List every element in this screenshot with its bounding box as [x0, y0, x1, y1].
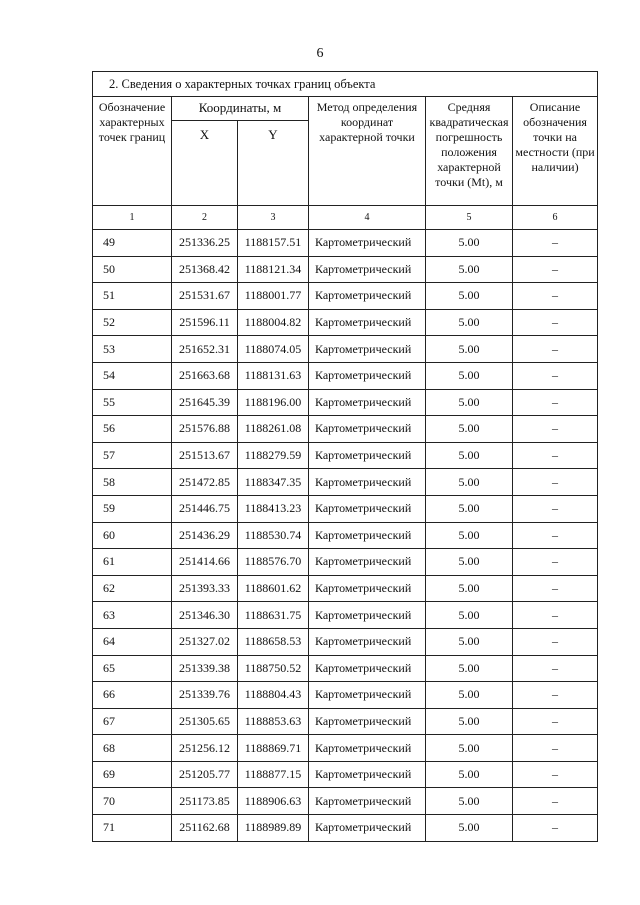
- cell-x: 251368.42: [172, 256, 238, 283]
- cell-point-id: 65: [93, 655, 172, 682]
- cell-description: –: [513, 442, 598, 469]
- cell-y: 1188869.71: [238, 735, 309, 762]
- cell-description: –: [513, 362, 598, 389]
- table-row: [93, 230, 598, 257]
- cell-accuracy: 5.00: [426, 682, 513, 709]
- cell-point-id: 63: [93, 602, 172, 629]
- cell-y: 1188121.34: [238, 256, 309, 283]
- cell-description: –: [513, 655, 598, 682]
- cell-description: –: [513, 788, 598, 815]
- cell-point-id: 55: [93, 389, 172, 416]
- table-row: [93, 575, 598, 602]
- cell-x: 251414.66: [172, 549, 238, 576]
- cell-y: 1188804.43: [238, 682, 309, 709]
- cell-accuracy: 5.00: [426, 761, 513, 788]
- table-row: [93, 469, 598, 496]
- cell-y: 1188601.62: [238, 575, 309, 602]
- cell-x: 251596.11: [172, 309, 238, 336]
- cell-point-id: 61: [93, 549, 172, 576]
- header-description: Описание обозначения точки на местности (при наличии): [513, 97, 598, 206]
- cell-method: Картометрический: [309, 230, 426, 257]
- cell-y: 1188413.23: [238, 495, 309, 522]
- cell-point-id: 66: [93, 682, 172, 709]
- cell-description: –: [513, 735, 598, 762]
- cell-point-id: 51: [93, 283, 172, 310]
- cell-description: –: [513, 230, 598, 257]
- cell-description: –: [513, 495, 598, 522]
- cell-y: 1188576.70: [238, 549, 309, 576]
- page-number: 6: [316, 46, 324, 61]
- cell-y: 1188279.59: [238, 442, 309, 469]
- cell-x: 251256.12: [172, 735, 238, 762]
- cell-accuracy: 5.00: [426, 230, 513, 257]
- cell-x: 251205.77: [172, 761, 238, 788]
- cell-y: 1188347.35: [238, 469, 309, 496]
- section-title: 2. Сведения о характерных точках границ объекта: [93, 72, 598, 97]
- cell-accuracy: 5.00: [426, 602, 513, 629]
- cell-y: 1188157.51: [238, 230, 309, 257]
- table-row: [93, 655, 598, 682]
- cell-point-id: 58: [93, 469, 172, 496]
- cell-accuracy: 5.00: [426, 628, 513, 655]
- header-x: X: [172, 121, 238, 206]
- cell-y: 1188530.74: [238, 522, 309, 549]
- table-row: [93, 735, 598, 762]
- cell-method: Картометрический: [309, 469, 426, 496]
- cell-y: 1188750.52: [238, 655, 309, 682]
- table-row: [93, 761, 598, 788]
- cell-method: Картометрический: [309, 549, 426, 576]
- cell-y: 1188853.63: [238, 708, 309, 735]
- table-row: [93, 309, 598, 336]
- boundary-points-table: [92, 71, 598, 842]
- table-body: [93, 230, 598, 842]
- column-number: 6: [513, 206, 598, 230]
- cell-description: –: [513, 682, 598, 709]
- cell-x: 251339.38: [172, 655, 238, 682]
- cell-method: Картометрический: [309, 788, 426, 815]
- cell-accuracy: 5.00: [426, 283, 513, 310]
- cell-point-id: 52: [93, 309, 172, 336]
- cell-method: Картометрический: [309, 628, 426, 655]
- cell-description: –: [513, 628, 598, 655]
- cell-x: 251173.85: [172, 788, 238, 815]
- cell-x: 251336.25: [172, 230, 238, 257]
- column-number: 4: [309, 206, 426, 230]
- cell-point-id: 59: [93, 495, 172, 522]
- cell-x: 251305.65: [172, 708, 238, 735]
- cell-x: 251327.02: [172, 628, 238, 655]
- cell-x: 251531.67: [172, 283, 238, 310]
- cell-accuracy: 5.00: [426, 815, 513, 842]
- cell-description: –: [513, 389, 598, 416]
- cell-accuracy: 5.00: [426, 256, 513, 283]
- cell-method: Картометрический: [309, 416, 426, 443]
- cell-x: 251346.30: [172, 602, 238, 629]
- table-row: [93, 256, 598, 283]
- cell-accuracy: 5.00: [426, 416, 513, 443]
- table-row: [93, 522, 598, 549]
- cell-point-id: 71: [93, 815, 172, 842]
- cell-x: 251576.88: [172, 416, 238, 443]
- cell-point-id: 50: [93, 256, 172, 283]
- cell-method: Картометрический: [309, 362, 426, 389]
- column-number: 3: [238, 206, 309, 230]
- cell-method: Картометрический: [309, 309, 426, 336]
- cell-method: Картометрический: [309, 655, 426, 682]
- cell-method: Картометрический: [309, 575, 426, 602]
- cell-x: 251645.39: [172, 389, 238, 416]
- cell-accuracy: 5.00: [426, 575, 513, 602]
- cell-y: 1188261.08: [238, 416, 309, 443]
- table-row: [93, 628, 598, 655]
- header-accuracy: Средняя квадратическая погрешность положения характерной точки (Mt), м: [426, 97, 513, 206]
- cell-x: 251339.76: [172, 682, 238, 709]
- cell-accuracy: 5.00: [426, 735, 513, 762]
- cell-accuracy: 5.00: [426, 336, 513, 363]
- cell-x: 251472.85: [172, 469, 238, 496]
- cell-accuracy: 5.00: [426, 549, 513, 576]
- cell-accuracy: 5.00: [426, 655, 513, 682]
- table-row: [93, 788, 598, 815]
- cell-x: 251652.31: [172, 336, 238, 363]
- cell-point-id: 64: [93, 628, 172, 655]
- cell-y: 1188196.00: [238, 389, 309, 416]
- cell-method: Картометрический: [309, 256, 426, 283]
- cell-y: 1188001.77: [238, 283, 309, 310]
- header-point-id: Обозначение характерных точек границ: [93, 97, 172, 206]
- table-row: [93, 283, 598, 310]
- cell-accuracy: 5.00: [426, 362, 513, 389]
- cell-method: Картометрический: [309, 682, 426, 709]
- header-coordinates: Координаты, м: [172, 97, 309, 121]
- cell-y: 1188906.63: [238, 788, 309, 815]
- cell-point-id: 49: [93, 230, 172, 257]
- cell-point-id: 70: [93, 788, 172, 815]
- cell-y: 1188877.15: [238, 761, 309, 788]
- cell-method: Картометрический: [309, 283, 426, 310]
- cell-point-id: 57: [93, 442, 172, 469]
- cell-point-id: 60: [93, 522, 172, 549]
- header-y: Y: [238, 121, 309, 206]
- cell-y: 1188658.53: [238, 628, 309, 655]
- cell-description: –: [513, 309, 598, 336]
- cell-x: 251393.33: [172, 575, 238, 602]
- cell-description: –: [513, 283, 598, 310]
- cell-description: –: [513, 549, 598, 576]
- table-row: [93, 682, 598, 709]
- cell-description: –: [513, 602, 598, 629]
- column-numbers-row: [93, 206, 598, 230]
- cell-accuracy: 5.00: [426, 522, 513, 549]
- table-row: [93, 495, 598, 522]
- column-number: 1: [93, 206, 172, 230]
- cell-x: 251162.68: [172, 815, 238, 842]
- cell-accuracy: 5.00: [426, 495, 513, 522]
- cell-method: Картометрический: [309, 522, 426, 549]
- cell-method: Картометрический: [309, 336, 426, 363]
- cell-y: 1188074.05: [238, 336, 309, 363]
- cell-description: –: [513, 761, 598, 788]
- cell-method: Картометрический: [309, 708, 426, 735]
- table-row: [93, 815, 598, 842]
- cell-point-id: 53: [93, 336, 172, 363]
- cell-x: 251436.29: [172, 522, 238, 549]
- table-row: [93, 389, 598, 416]
- table-row: [93, 602, 598, 629]
- column-number: 2: [172, 206, 238, 230]
- header-method: Метод определения координат характерной точки: [309, 97, 426, 206]
- cell-accuracy: 5.00: [426, 309, 513, 336]
- cell-y: 1188631.75: [238, 602, 309, 629]
- cell-point-id: 54: [93, 362, 172, 389]
- cell-method: Картометрический: [309, 815, 426, 842]
- table-row: [93, 416, 598, 443]
- cell-method: Картометрический: [309, 735, 426, 762]
- table-row: [93, 708, 598, 735]
- cell-x: 251663.68: [172, 362, 238, 389]
- cell-accuracy: 5.00: [426, 442, 513, 469]
- cell-point-id: 62: [93, 575, 172, 602]
- cell-description: –: [513, 815, 598, 842]
- cell-description: –: [513, 522, 598, 549]
- cell-description: –: [513, 416, 598, 443]
- cell-accuracy: 5.00: [426, 469, 513, 496]
- table-row: [93, 549, 598, 576]
- cell-y: 1188131.63: [238, 362, 309, 389]
- cell-method: Картометрический: [309, 495, 426, 522]
- cell-point-id: 56: [93, 416, 172, 443]
- cell-accuracy: 5.00: [426, 389, 513, 416]
- cell-x: 251446.75: [172, 495, 238, 522]
- cell-point-id: 69: [93, 761, 172, 788]
- table-row: [93, 362, 598, 389]
- table-row: [93, 336, 598, 363]
- cell-method: Картометрический: [309, 442, 426, 469]
- cell-y: 1188989.89: [238, 815, 309, 842]
- cell-description: –: [513, 336, 598, 363]
- table-row: [93, 442, 598, 469]
- cell-description: –: [513, 575, 598, 602]
- cell-method: Картометрический: [309, 389, 426, 416]
- cell-description: –: [513, 256, 598, 283]
- cell-x: 251513.67: [172, 442, 238, 469]
- cell-method: Картометрический: [309, 602, 426, 629]
- cell-method: Картометрический: [309, 761, 426, 788]
- cell-accuracy: 5.00: [426, 788, 513, 815]
- cell-description: –: [513, 708, 598, 735]
- cell-description: –: [513, 469, 598, 496]
- cell-point-id: 67: [93, 708, 172, 735]
- column-number: 5: [426, 206, 513, 230]
- cell-accuracy: 5.00: [426, 708, 513, 735]
- cell-point-id: 68: [93, 735, 172, 762]
- cell-y: 1188004.82: [238, 309, 309, 336]
